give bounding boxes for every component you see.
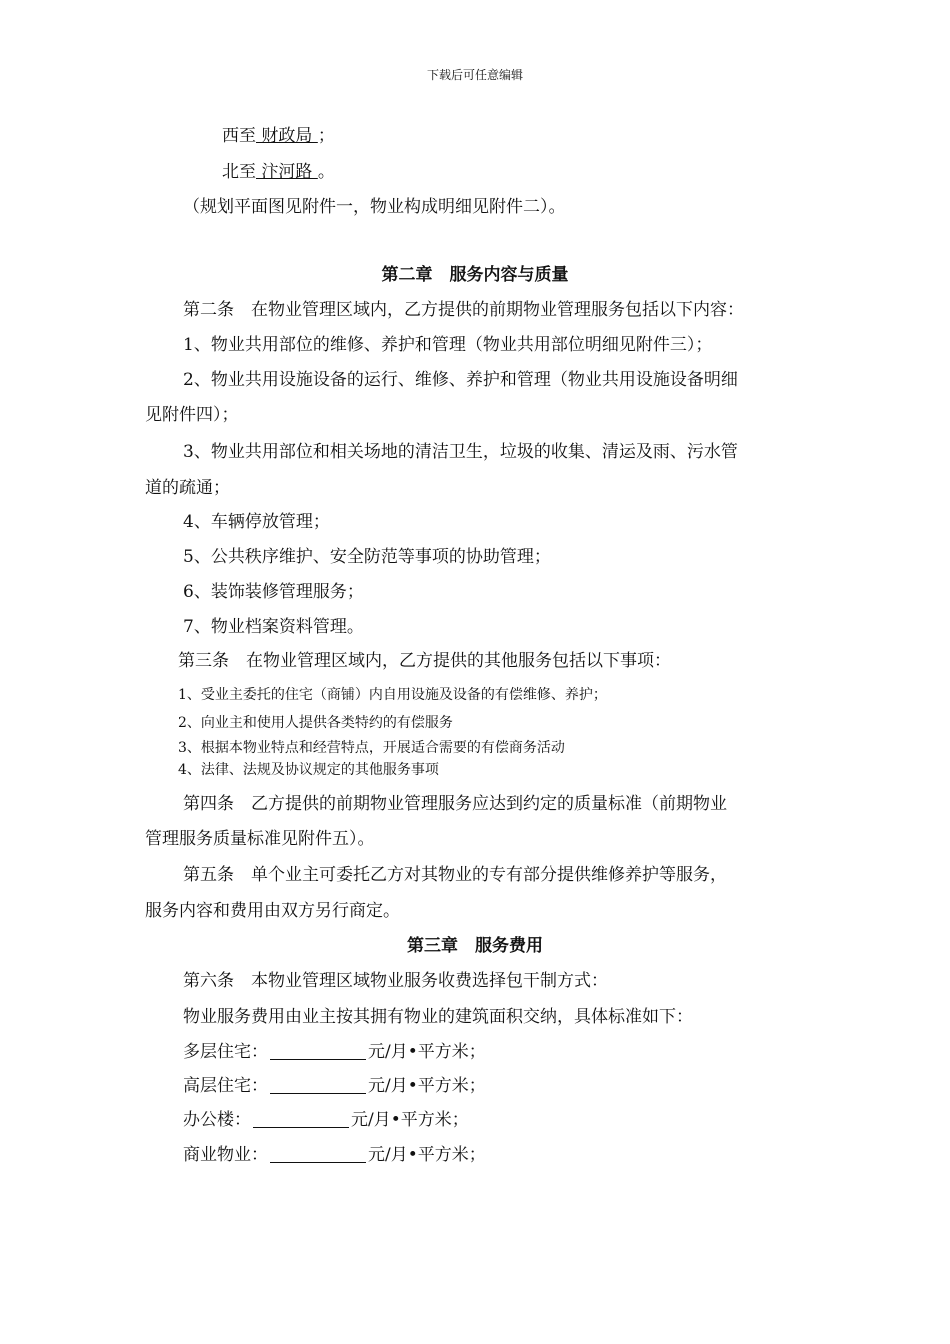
article-6: 第六条 本物业管理区域物业服务收费选择包干制方式： [183,971,608,991]
article-4-line-1: 第四条 乙方提供的前期物业管理服务应达到约定的质量标准（前期物业 [183,794,727,814]
service-item-4: 4、车辆停放管理； [183,512,330,532]
service-item-2-line-2: 见附件四）； [145,405,239,425]
fee-blank[interactable] [270,1043,366,1060]
fee-blank[interactable] [253,1111,349,1128]
fee-unit: 元/月•平方米； [368,1076,486,1096]
west-suffix: ； [317,126,335,146]
fee-blank[interactable] [270,1077,366,1094]
fee-unit: 元/月•平方米； [368,1042,486,1062]
article-3-intro: 第三条 在物业管理区域内，乙方提供的其他服务包括以下事项： [178,651,671,671]
service-item-6: 6、装饰装修管理服务； [183,582,364,602]
fee-blank[interactable] [270,1146,366,1163]
fee-label: 商业物业： [183,1145,268,1165]
fee-row [183,1144,486,1166]
article-5-line-1: 第五条 单个业主可委托乙方对其物业的专有部分提供维修养护等服务， [183,865,727,885]
other-service-2: 2、向业主和使用人提供各类特约的有偿服务 [178,715,453,731]
page-header: 下载后可任意编辑 [426,68,523,82]
other-service-4: 4、法律、法规及协议规定的其他服务事项 [178,762,439,778]
fee-label: 多层住宅： [183,1042,268,1062]
fee-unit: 元/月•平方米； [351,1110,469,1130]
article-2-intro: 第二条 在物业管理区域内，乙方提供的前期物业管理服务包括以下内容： [183,300,744,320]
article-5-line-2: 服务内容和费用由双方另行商定。 [145,901,400,921]
service-item-1: 1、物业共用部位的维修、养护和管理（物业共用部位明细见附件三）； [183,335,713,355]
fee-row [183,1075,486,1097]
other-service-1: 1、受业主委托的住宅（商铺）内自用设施及设备的有偿维修、养护； [178,687,607,703]
fee-row [183,1109,469,1131]
service-item-3-line-2: 道的疏通； [145,478,230,498]
service-item-5: 5、公共秩序维护、安全防范等事项的协助管理； [183,547,551,567]
north-suffix: 。 [317,162,335,182]
fee-row [183,1041,486,1063]
other-service-3: 3、根据本物业特点和经营特点，开展适合需要的有偿商务活动 [178,740,565,756]
fee-intro: 物业服务费用由业主按其拥有物业的建筑面积交纳，具体标准如下： [183,1007,693,1027]
west-prefix: 西至 [222,126,256,146]
north-value: 汴河路 [256,162,318,182]
plan-note: （规划平面图见附件一，物业构成明细见附件二）。 [183,197,566,217]
service-item-3-line-1: 3、物业共用部位和相关场地的清洁卫生，垃圾的收集、清运及雨、污水管 [183,442,738,462]
service-item-2-line-1: 2、物业共用设施设备的运行、维修、养护和管理（物业共用设施设备明细 [183,370,738,390]
boundary-west [222,125,335,147]
chapter-2-title: 第二章 服务内容与质量 [381,265,569,285]
article-4-line-2: 管理服务质量标准见附件五）。 [145,829,375,849]
fee-unit: 元/月•平方米； [368,1145,486,1165]
chapter-3-title: 第三章 服务费用 [407,936,543,956]
north-prefix: 北至 [222,162,256,182]
fee-label: 高层住宅： [183,1076,268,1096]
boundary-north [222,161,335,183]
service-item-7: 7、物业档案资料管理。 [183,617,364,637]
fee-label: 办公楼： [183,1110,251,1130]
west-value: 财政局 [256,126,318,146]
